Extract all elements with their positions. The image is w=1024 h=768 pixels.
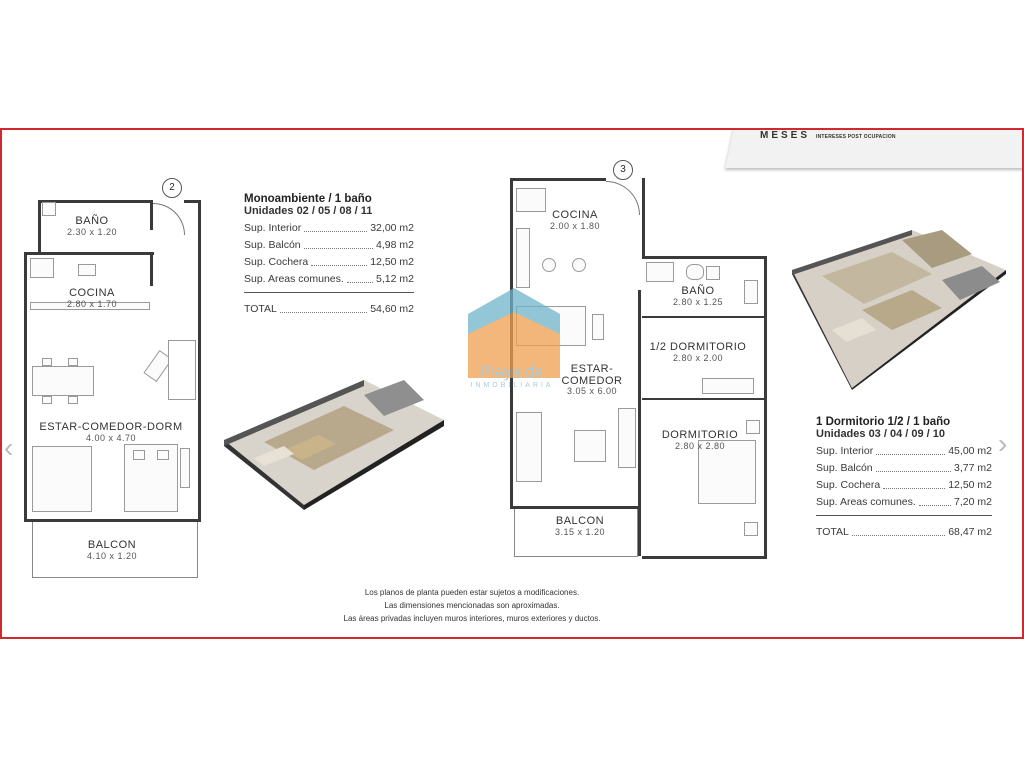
spec-row: Sup. Interior 32,00 m2 <box>244 222 414 234</box>
next-arrow-icon[interactable]: › <box>998 428 1008 459</box>
note-line: Los planos de planta pueden estar sujetos a modificaciones. <box>364 588 580 597</box>
unit-a-badge: 2 <box>162 178 182 198</box>
room-label: ESTAR-COMEDOR-DORM 4.00 x 4.70 <box>39 421 183 443</box>
room-label: 1/2 DORMITORIO 2.80 x 2.00 <box>649 341 747 363</box>
unit-a-3d-render <box>224 380 444 510</box>
disclaimer-notes <box>292 586 652 625</box>
room-label: DORMITORIO 2.80 x 2.80 <box>661 429 739 451</box>
room-label: BAÑO 2.80 x 1.25 <box>672 285 724 307</box>
spec-row: Sup. Balcón 3,77 m2 <box>816 462 992 474</box>
spec-total: TOTAL 68,47 m2 <box>816 526 992 538</box>
spec-row: Sup. Areas comunes. 7,20 m2 <box>816 496 992 508</box>
room-label: COCINA 2.00 x 1.80 <box>549 209 601 231</box>
spec-row: Sup. Interior 45,00 m2 <box>816 445 992 457</box>
spec-title: Monoambiente / 1 baño <box>244 193 372 205</box>
spec-row: Sup. Balcón 4,98 m2 <box>244 239 414 251</box>
spec-units: Unidades 02 / 05 / 08 / 11 <box>244 205 373 217</box>
room-label: BALCON 3.15 x 1.20 <box>554 515 606 537</box>
spec-row: Sup. Cochera 12,50 m2 <box>816 479 992 491</box>
room-label: ESTAR-COMEDOR 3.05 x 6.00 <box>561 363 623 397</box>
note-line: Las dimensiones mencionadas son aproximadas. <box>384 601 560 610</box>
spec-row: Sup. Areas comunes. 5,12 m2 <box>244 273 414 285</box>
note-line: Las áreas privadas incluyen muros interiores, muros exteriores y ductos. <box>343 614 601 623</box>
spec-units: Unidades 03 / 04 / 09 / 10 <box>816 428 946 440</box>
unit-b-spec <box>816 416 992 541</box>
room-label: COCINA 2.80 x 1.70 <box>66 287 118 309</box>
spec-total: TOTAL 54,60 m2 <box>244 303 414 315</box>
watermark-logo: Playa de INMOBILIARIA <box>432 282 592 422</box>
spec-row: Sup. Cochera 12,50 m2 <box>244 256 414 268</box>
prev-arrow-icon[interactable]: ‹ <box>4 432 14 463</box>
room-label: BALCON 4.10 x 1.20 <box>86 539 138 561</box>
unit-a-spec <box>244 193 414 318</box>
room-label: BAÑO 2.30 x 1.20 <box>66 215 118 237</box>
spec-title: 1 Dormitorio 1/2 / 1 baño <box>816 416 951 428</box>
unit-b-badge: 3 <box>613 160 633 180</box>
unit-b-3d-render <box>792 230 1006 390</box>
promo-ribbon-text: MESES INTERESES POST OCUPACION <box>760 130 896 141</box>
floorplan-image <box>0 128 1024 639</box>
